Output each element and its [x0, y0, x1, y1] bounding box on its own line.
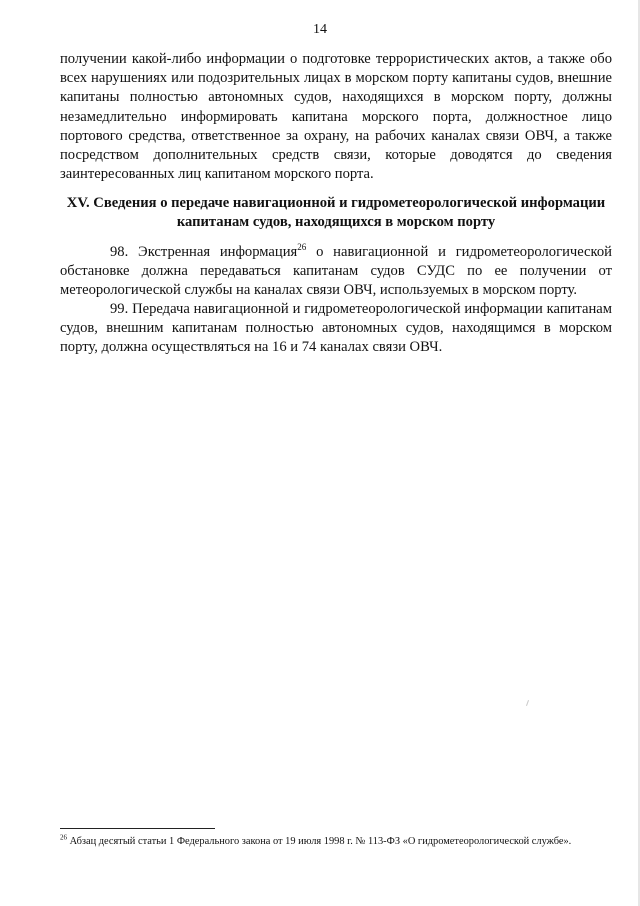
footnote-reference[interactable]: 26: [297, 242, 307, 253]
continuation-paragraph-text: получении какой-либо информации о подготовке террористических актов, а также обо всех нарушениях или подозрительных лицах в морском порту капитаны судов, внешние капитаны полностью автономных судов, находящихся в морском порту, должны незамедлительно информировать капитана морского порта, должностное лицо портового средства, ответственное за охрану, на рабочих каналах связи ОВЧ, а также посредством дополнительных средств связи, которые доводятся до сведения заинтересованных лиц капитаном морского порта.: [60, 51, 612, 183]
footnote-text: Абзац десятый статьи 1 Федерального закона от 19 июля 1998 г. № 113-ФЗ «О гидрометеорологической службе».: [67, 836, 572, 847]
continuation-paragraph: [60, 50, 612, 184]
section-heading: [60, 194, 612, 232]
footnote-marker: 26: [60, 833, 67, 842]
paragraph-98-lead: 98. Экстренная информация: [110, 244, 298, 260]
paragraph-98-rest: о навигационной и гидрометеорологической обстановке должна передаваться капитанам судов СУДС по ее получении от метеорологической службы на каналах связи ОВЧ, используемых в морском порту.: [60, 244, 612, 299]
paragraph-98: [60, 243, 612, 301]
scan-speck: [526, 700, 529, 706]
paragraph-99: [60, 300, 612, 358]
section-heading-text: XV. Сведения о передаче навигационной и гидрометеорологической информации капитанам судов, находящихся в морском порту: [66, 195, 606, 231]
page-number: 14: [313, 22, 327, 37]
paragraph-99-text: 99. Передача навигационной и гидрометеорологической информации капитанам судов, внешним капитанам полностью автономных судов, находящимся в морском порту, должна осуществляться на 16 и 74 каналах связи ОВЧ.: [60, 301, 612, 356]
footnote: [60, 835, 620, 848]
footnote-separator: [60, 828, 215, 829]
